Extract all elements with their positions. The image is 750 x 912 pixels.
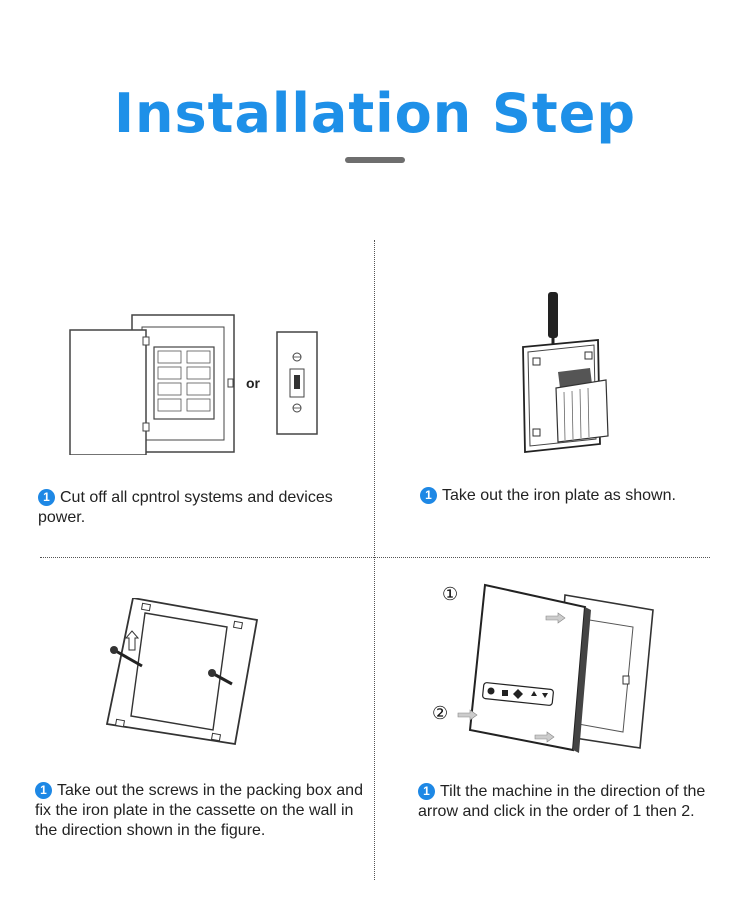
step-3-badge: 1 — [35, 782, 52, 799]
step-1-text: Cut off all cpntrol systems and devices power. — [38, 489, 333, 526]
step-1-badge: 1 — [38, 489, 55, 506]
step-4-badge: 1 — [418, 783, 435, 800]
step-3-text: Take out the screws in the packing box and fix the iron plate in the cassette on the wall in the direction shown in the figure. — [35, 782, 363, 839]
machine-tilt-illustration — [425, 580, 665, 755]
horizontal-divider — [40, 557, 710, 558]
step-1-caption — [38, 488, 368, 528]
vertical-divider — [374, 240, 375, 880]
iron-plate-mounting-illustration — [100, 598, 260, 748]
step-3-caption — [35, 781, 370, 841]
title-underline — [345, 157, 405, 163]
step-4-caption — [418, 782, 718, 822]
step-2-caption — [420, 486, 720, 506]
or-label: or — [246, 375, 260, 391]
iron-plate-removal-illustration — [508, 292, 618, 457]
step-4-text: Tilt the machine in the direction of the arrow and click in the order of 1 then 2. — [418, 783, 706, 820]
tilt-marker-1: ① — [442, 584, 459, 605]
breaker-panel-illustration — [60, 305, 330, 455]
step-2-text: Take out the iron plate as shown. — [442, 487, 676, 504]
tilt-marker-2: ② — [432, 703, 449, 724]
step-2-badge: 1 — [420, 487, 437, 504]
page-title: Installation Step — [113, 82, 637, 145]
